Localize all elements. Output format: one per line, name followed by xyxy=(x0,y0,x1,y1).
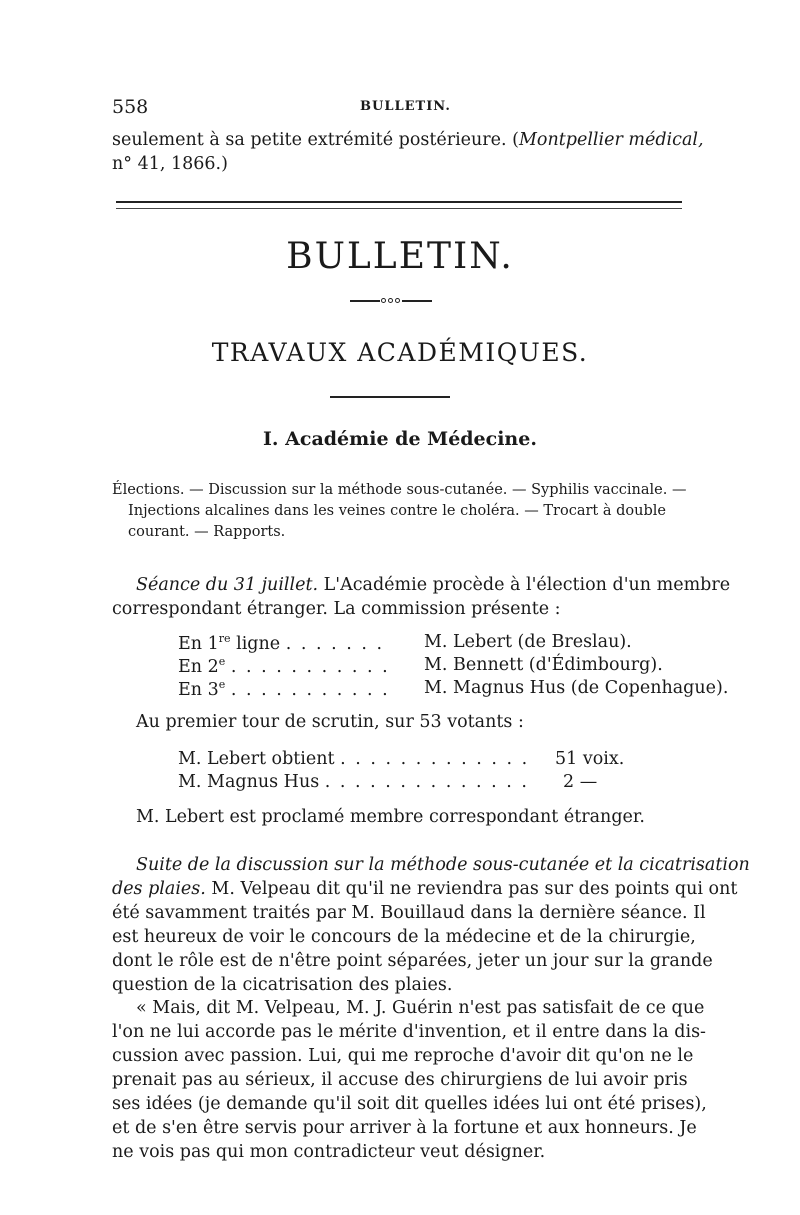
suite-line-3: été savamment traités par M. Bouillaud dans la dernière séance. Il xyxy=(112,903,706,923)
suite-line-5: dont le rôle est de n'être point séparées, jeter un jour sur la grande xyxy=(112,951,713,971)
vote-count-2: 2 — xyxy=(563,772,598,792)
section-heading: TRAVAUX ACADÉMIQUES. xyxy=(211,338,589,367)
section-rule xyxy=(330,396,450,398)
running-title: BULLETIN. xyxy=(360,99,451,114)
bulletin-title: BULLETIN. xyxy=(286,236,514,277)
candidate-name-1: M. Lebert (de Breslau). xyxy=(424,632,632,652)
vote-name-1: M. Lebert obtient . . . . . . . . . . . . . xyxy=(178,749,530,769)
quote-line-7: ne vois pas qui mon contradicteur veut désigner. xyxy=(112,1142,546,1162)
quote-line-6: et de s'en être servis pour arriver à la fortune et aux honneurs. Je xyxy=(112,1118,697,1138)
suite-line-1: Suite de la discussion sur la méthode sous-cutanée et la cicatrisation xyxy=(136,855,750,875)
page-number: 558 xyxy=(112,96,149,118)
candidate-name-3: M. Magnus Hus (de Copenhague). xyxy=(424,678,729,698)
intro-line-1: seulement à sa petite extrémité postérieure. (Montpellier médical, xyxy=(112,130,704,150)
running-header xyxy=(112,96,684,120)
summary-line-3: courant. — Rapports. xyxy=(128,524,286,540)
suite-line-4: est heureux de voir le concours de la médecine et de la chirurgie, xyxy=(112,927,696,947)
candidate-rank-3: En 3e . . . . . . . . . . . xyxy=(178,678,390,700)
candidate-name-2: M. Bennett (d'Édimbourg). xyxy=(424,655,663,675)
summary-line-1: Élections. — Discussion sur la méthode sous-cutanée. — Syphilis vaccinale. — xyxy=(112,482,687,498)
summary-line-2: Injections alcalines dans les veines contre le choléra. — Trocart à double xyxy=(128,503,666,519)
ornament-divider xyxy=(350,298,432,304)
proclaimed-line: M. Lebert est proclamé membre correspondant étranger. xyxy=(136,807,645,827)
vote-name-2: M. Magnus Hus . . . . . . . . . . . . . . xyxy=(178,772,529,792)
intro-line-2: n° 41, 1866.) xyxy=(112,154,228,174)
suite-line-2: des plaies. M. Velpeau dit qu'il ne reviendra pas sur des points qui ont xyxy=(112,879,738,899)
quote-line-3: cussion avec passion. Lui, qui me reproche d'avoir dit qu'on ne le xyxy=(112,1046,694,1066)
quote-line-5: ses idées (je demande qu'il soit dit quelles idées lui ont été prises), xyxy=(112,1094,707,1114)
quote-line-4: prenait pas au sérieux, il accuse des chirurgiens de lui avoir pris xyxy=(112,1070,688,1090)
quote-line-2: l'on ne lui accorde pas le mérite d'invention, et il entre dans la dis- xyxy=(112,1022,706,1042)
vote-count-1: 51 voix. xyxy=(555,749,625,769)
quote-line-1: « Mais, dit M. Velpeau, M. J. Guérin n'est pas satisfait de ce que xyxy=(136,998,705,1018)
seance-line-1: Séance du 31 juillet. L'Académie procède à l'élection d'un membre xyxy=(136,575,731,595)
candidate-rank-2: En 2e . . . . . . . . . . . xyxy=(178,655,390,677)
subsection-heading: I. Académie de Médecine. xyxy=(263,428,537,450)
suite-line-6: question de la cicatrisation des plaies. xyxy=(112,975,453,995)
scrutin-line: Au premier tour de scrutin, sur 53 votants : xyxy=(136,712,524,732)
double-rule xyxy=(116,201,682,209)
candidate-rank-1: En 1re ligne . . . . . . . xyxy=(178,632,385,654)
seance-line-2: correspondant étranger. La commission présente : xyxy=(112,599,561,619)
